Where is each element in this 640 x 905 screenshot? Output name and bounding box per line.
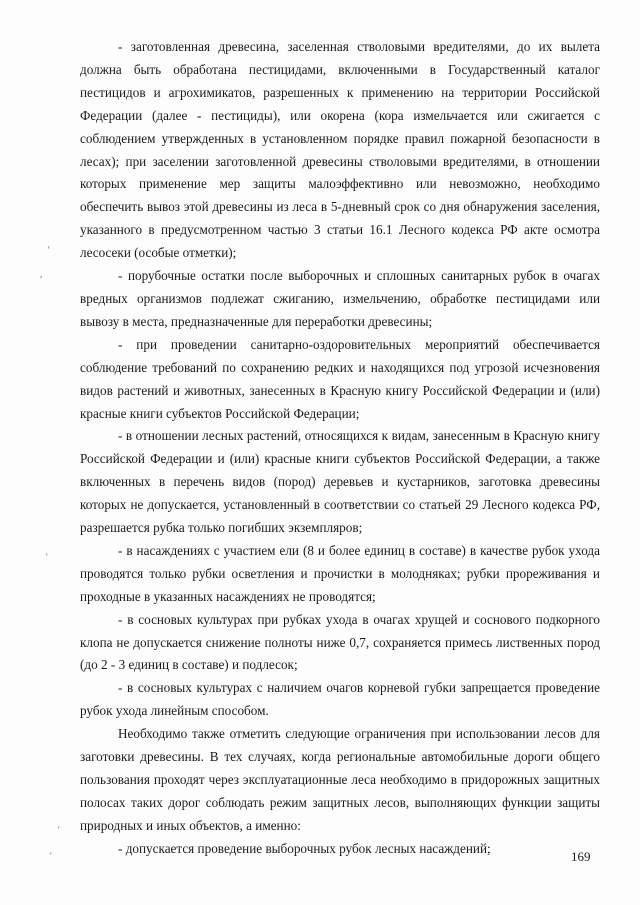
page-number: 169 <box>571 849 591 864</box>
paragraph: - порубочные остатки после выборочных и сплошных санитарных рубок в очагах вредных организмов подлежат сжиганию, измельчению, обработке пестицидами или вывозу в места, предназначенные для переработки древесины; <box>80 268 600 329</box>
scan-speck: ' <box>48 245 50 255</box>
paragraph: - в отношении лесных растений, относящихся к видам, занесенным в Красную книгу Российской Федерации и (или) красные книги субъектов Российской Федерации, а также включенных в перечень видов (пород) деревьев и кустарников, заготовка древесины которых не допускается, установленный в соответствии со статьей 29 Лесного кодекса РФ, разрешается рубка только погибших экземпляров; <box>80 428 600 536</box>
paragraph: - в насаждениях с участием ели (8 и более единиц в составе) в качестве рубок ухода проводятся только рубки осветления и прочистки в молодняках; рубки прореживания и проходные в указанных насаждениях не проводятся; <box>80 542 600 604</box>
paragraph: Необходимо также отметить следующие ограничения при использовании лесов для заготовки древесины. В тех случаях, когда региональные автомобильные дороги общего пользования проходят через эксплуатационные леса необходимо в придорожных защитных полосах таких дорог соблюдать режим защитных лесов, выполняющих функции защиты природных и иных объектов, а именно: <box>80 726 600 833</box>
paragraph: - заготовленная древесина, заселенная стволовыми вредителями, до их вылета должна быть обработана пестицидами, включенными в Государственный каталог пестицидов и агрохимикатов, разрешенных к применению на территории Российской Федерации (далее - пестициды), или окорена (кора измельчается или сжигается с соблюдением утвержденных в установленном порядке правил пожарной безопасности в лесах); при заселении заготовленной древесины стволовыми вредителями, в отношении которых применение мер защиты малоэффективно или невозможно, необходимо обеспечить вывоз этой древесины из леса в 5-дневный срок со дня обнаружения заселения, указанного в предусмотренном частью 3 статьи 16.1 Лесного кодекса РФ акте осмотра лесосеки (особые отметки); <box>80 39 600 261</box>
scan-speck: ' <box>46 552 48 562</box>
paragraph: - в сосновых культурах с наличием очагов корневой губки запрещается проведение рубок ухода линейным способом. <box>80 680 600 719</box>
scan-speck: ' <box>50 851 52 861</box>
paragraph: - при проведении санитарно-оздоровительных мероприятий обеспечивается соблюдение требований по сохранению редких и находящихся под угрозой исчезновения видов растений и животных, занесенных в Красную книгу Российской Федерации и (или) красные книги субъектов Российской Федерации; <box>80 336 600 421</box>
paragraph: - допускается проведение выборочных рубок лесных насаждений; <box>118 840 491 856</box>
document-body <box>80 36 600 861</box>
paragraph: - в сосновых культурах при рубках ухода в очагах хрущей и соснового подкорного клопа не допускается снижение полноты ниже 0,7, сохраняется примесь лиственных пород (до 2 - 3 единиц в составе) и подлесок; <box>80 611 600 673</box>
scan-speck: ' <box>58 825 60 835</box>
scan-speck: , <box>40 269 43 279</box>
